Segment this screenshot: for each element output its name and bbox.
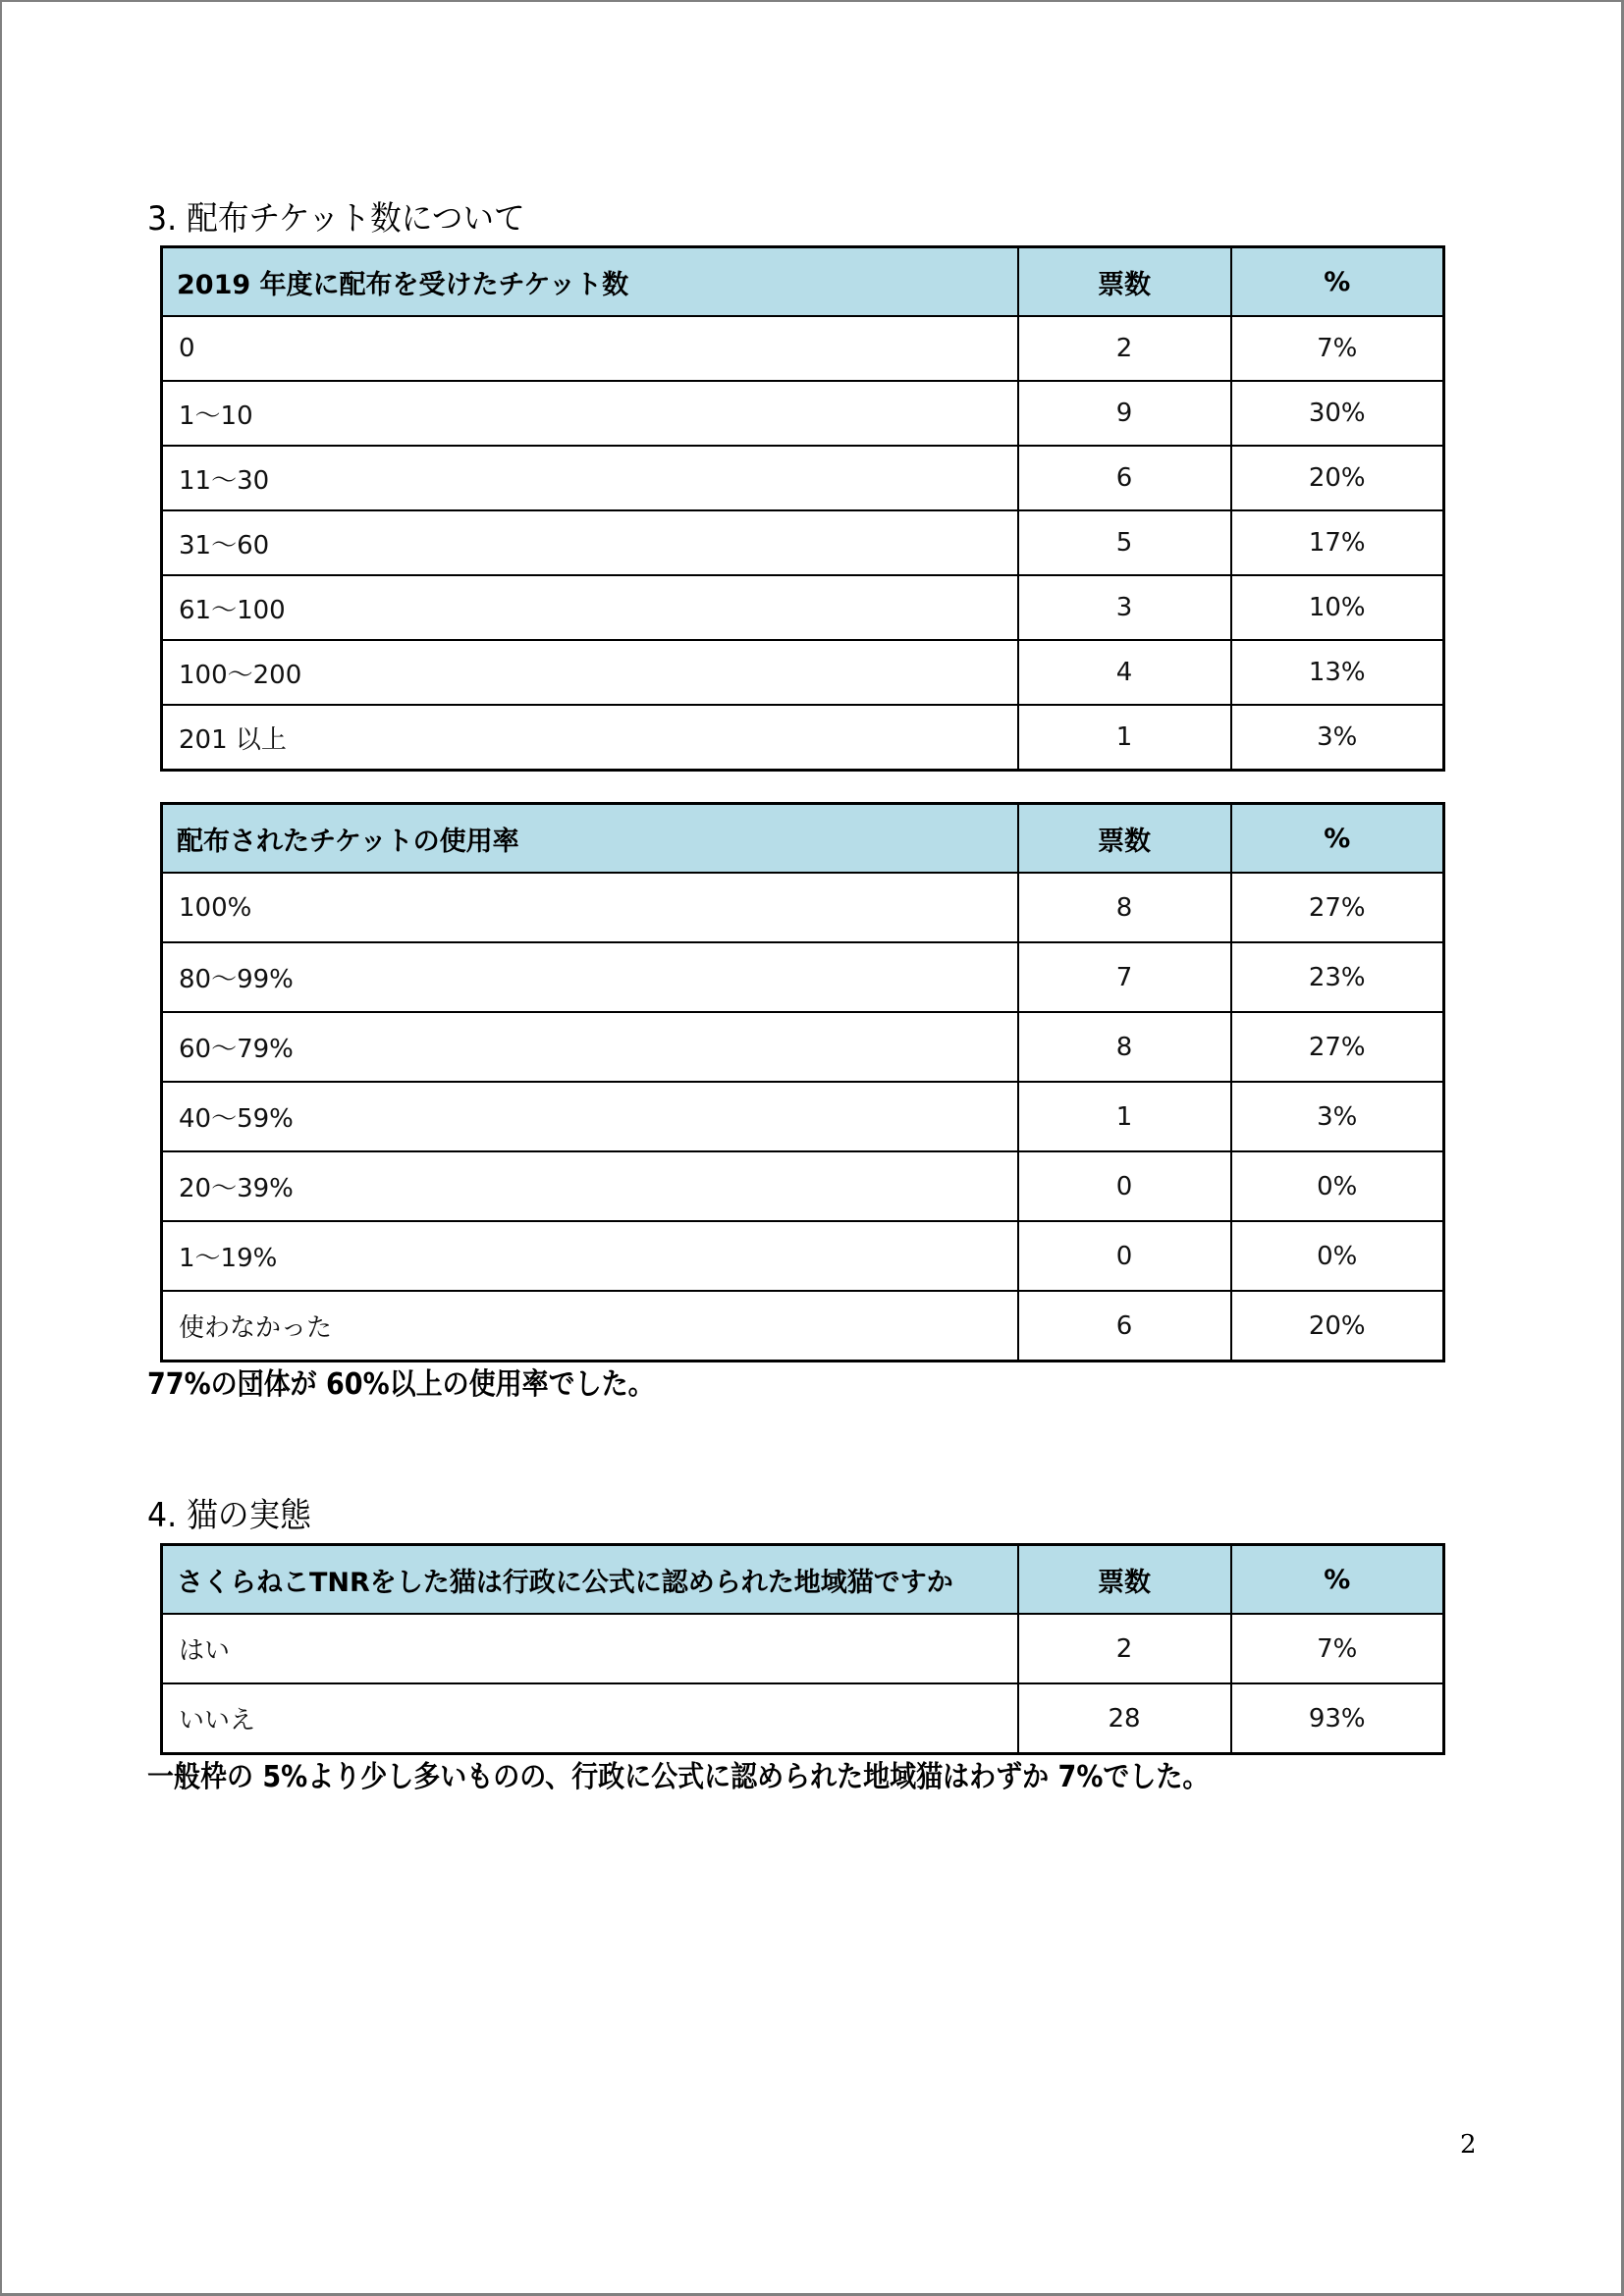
row-percent: 0% (1231, 1221, 1444, 1291)
row-votes: 9 (1018, 381, 1231, 446)
column-header-percent: % (1231, 1545, 1444, 1615)
table-header-row (162, 247, 1444, 317)
row-percent: 23% (1231, 942, 1444, 1012)
table-row (162, 640, 1444, 705)
row-votes: 0 (1018, 1221, 1231, 1291)
row-percent: 7% (1231, 1614, 1444, 1683)
row-percent: 20% (1231, 446, 1444, 510)
row-category: 201 以上 (162, 705, 1018, 771)
row-category: 1～19% (162, 1221, 1018, 1291)
row-percent: 30% (1231, 381, 1444, 446)
section-title-3: 3. 配布チケット数について (147, 199, 525, 239)
row-percent: 93% (1231, 1683, 1444, 1754)
row-category: 100～200 (162, 640, 1018, 705)
row-category: 11～30 (162, 446, 1018, 510)
table-row (162, 1082, 1444, 1151)
table-row (162, 942, 1444, 1012)
table-row (162, 575, 1444, 640)
row-percent: 10% (1231, 575, 1444, 640)
row-votes: 6 (1018, 446, 1231, 510)
row-percent: 3% (1231, 705, 1444, 771)
row-votes: 0 (1018, 1151, 1231, 1221)
row-percent: 27% (1231, 873, 1444, 942)
row-votes: 6 (1018, 1291, 1231, 1362)
table-row (162, 1221, 1444, 1291)
column-header-percent: % (1231, 247, 1444, 317)
row-category: 60～79% (162, 1012, 1018, 1082)
row-votes: 1 (1018, 705, 1231, 771)
row-category: 100% (162, 873, 1018, 942)
row-answer: いいえ (162, 1683, 1018, 1754)
row-votes: 2 (1018, 1614, 1231, 1683)
row-category: 0 (162, 316, 1018, 381)
column-header-category: 配布されたチケットの使用率 (162, 804, 1018, 874)
row-votes: 1 (1018, 1082, 1231, 1151)
usage-summary-text: 77%の団体が 60%以上の使用率でした。 (147, 1367, 655, 1402)
row-percent: 20% (1231, 1291, 1444, 1362)
row-votes: 28 (1018, 1683, 1231, 1754)
table-header-row (162, 1545, 1444, 1615)
table-row (162, 446, 1444, 510)
row-votes: 4 (1018, 640, 1231, 705)
row-percent: 3% (1231, 1082, 1444, 1151)
row-percent: 7% (1231, 316, 1444, 381)
community-cat-summary-text: 一般枠の 5%より少し多いものの、行政に公式に認められた地域猫はわずか 7%でした。 (147, 1760, 1210, 1794)
ticket-usage-rate-table (160, 802, 1445, 1362)
community-cat-table (160, 1543, 1445, 1755)
column-header-category: 2019 年度に配布を受けたチケット数 (162, 247, 1018, 317)
row-answer: はい (162, 1614, 1018, 1683)
row-votes: 8 (1018, 1012, 1231, 1082)
row-category: 80～99% (162, 942, 1018, 1012)
row-votes: 5 (1018, 510, 1231, 575)
table-row (162, 873, 1444, 942)
row-category: 1～10 (162, 381, 1018, 446)
row-votes: 3 (1018, 575, 1231, 640)
row-percent: 17% (1231, 510, 1444, 575)
row-votes: 2 (1018, 316, 1231, 381)
row-votes: 8 (1018, 873, 1231, 942)
row-category: 31～60 (162, 510, 1018, 575)
table-header-row (162, 804, 1444, 874)
row-category: 40～59% (162, 1082, 1018, 1151)
table-row (162, 1291, 1444, 1362)
column-header-votes: 票数 (1018, 1545, 1231, 1615)
row-category: 20～39% (162, 1151, 1018, 1221)
column-header-votes: 票数 (1018, 804, 1231, 874)
table-row (162, 381, 1444, 446)
column-header-question: さくらねこTNRをした猫は行政に公式に認められた地域猫ですか (162, 1545, 1018, 1615)
table-row (162, 510, 1444, 575)
column-header-votes: 票数 (1018, 247, 1231, 317)
ticket-count-table (160, 245, 1445, 772)
page-number: 2 (1460, 2130, 1477, 2160)
table-row (162, 316, 1444, 381)
row-category: 使わなかった (162, 1291, 1018, 1362)
table-row (162, 1151, 1444, 1221)
column-header-percent: % (1231, 804, 1444, 874)
row-percent: 0% (1231, 1151, 1444, 1221)
table-row (162, 1683, 1444, 1754)
table-row (162, 1012, 1444, 1082)
section-title-4: 4. 猫の実態 (147, 1496, 311, 1535)
table-row (162, 1614, 1444, 1683)
row-percent: 13% (1231, 640, 1444, 705)
table-row (162, 705, 1444, 771)
row-category: 61～100 (162, 575, 1018, 640)
row-percent: 27% (1231, 1012, 1444, 1082)
row-votes: 7 (1018, 942, 1231, 1012)
